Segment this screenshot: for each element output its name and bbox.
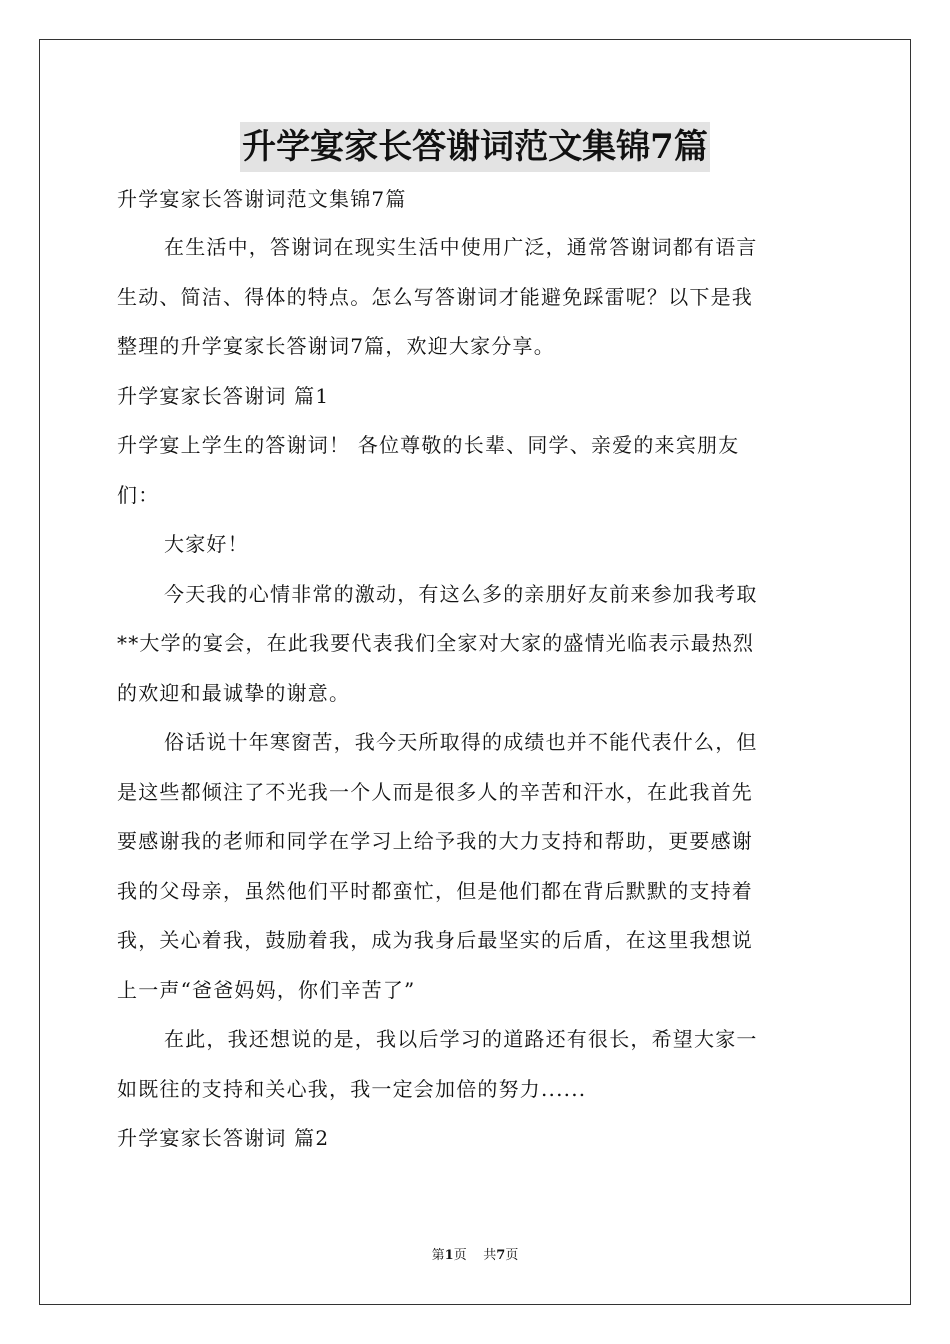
text-line: **大学的宴会，在此我要代表我们全家对大家的盛情光临表示最热烈 bbox=[117, 631, 755, 655]
text-line: 大家好！ bbox=[164, 532, 249, 556]
text-line: 在此，我还想说的是，我以后学习的道路还有很长，希望大家一 bbox=[164, 1027, 758, 1051]
text-line: 我，关心着我，鼓励着我，成为我身后最坚实的后盾，在这里我想说 bbox=[117, 928, 753, 952]
text-line: 升学宴家长答谢词 篇2 bbox=[117, 1126, 330, 1150]
text-line: 如既往的支持和关心我，我一定会加倍的努力...... bbox=[117, 1076, 587, 1101]
page-footer bbox=[0, 1246, 950, 1266]
text-line: 的欢迎和最诚挚的谢意。 bbox=[117, 680, 351, 705]
text-line: 我的父母亲，虽然他们平时都蛮忙，但是他们都在背后默默的支持着 bbox=[117, 878, 753, 903]
text-line: 在生活中，答谢词在现实生活中使用广泛，通常答谢词都有语言 bbox=[164, 235, 758, 259]
text-line: 要感谢我的老师和同学在学习上给予我的大力支持和帮助，更要感谢 bbox=[117, 829, 753, 853]
text-line: 生动、简洁、得体的特点。怎么写答谢词才能避免踩雷呢？以下是我 bbox=[117, 284, 753, 309]
title-container bbox=[0, 122, 950, 172]
text-line: 升学宴家长答谢词 篇1 bbox=[117, 383, 330, 408]
text-line: 俗话说十年寒窗苦，我今天所取得的成绩也并不能代表什么，但 bbox=[164, 730, 758, 754]
document-title: 升学宴家长答谢词范文集锦7篇 bbox=[240, 122, 710, 172]
page-prefix: 第 bbox=[431, 1248, 445, 1263]
text-line: 升学宴上学生的答谢词！ 各位尊敬的长辈、同学、亲爱的来宾朋友 bbox=[117, 433, 740, 457]
text-line: 升学宴家长答谢词范文集锦7篇 bbox=[117, 187, 407, 211]
text-line: 们： bbox=[117, 482, 160, 507]
total-suffix: 页 bbox=[505, 1248, 519, 1263]
text-line: 今天我的心情非常的激动，有这么多的亲朋好友前来参加我考取 bbox=[164, 581, 758, 606]
text-line: 整理的升学宴家长答谢词7篇，欢迎大家分享。 bbox=[117, 334, 555, 358]
page-suffix: 页 bbox=[453, 1248, 467, 1263]
text-line: 上一声“爸爸妈妈，你们辛苦了” bbox=[117, 977, 416, 1002]
page-number: 1 bbox=[444, 1248, 454, 1263]
total-pages: 7 bbox=[496, 1248, 506, 1263]
total-prefix: 共 bbox=[483, 1248, 497, 1263]
document-body bbox=[117, 175, 833, 1164]
text-line: 是这些都倾注了不光我一个人而是很多人的辛苦和汗水，在此我首先 bbox=[117, 779, 753, 804]
